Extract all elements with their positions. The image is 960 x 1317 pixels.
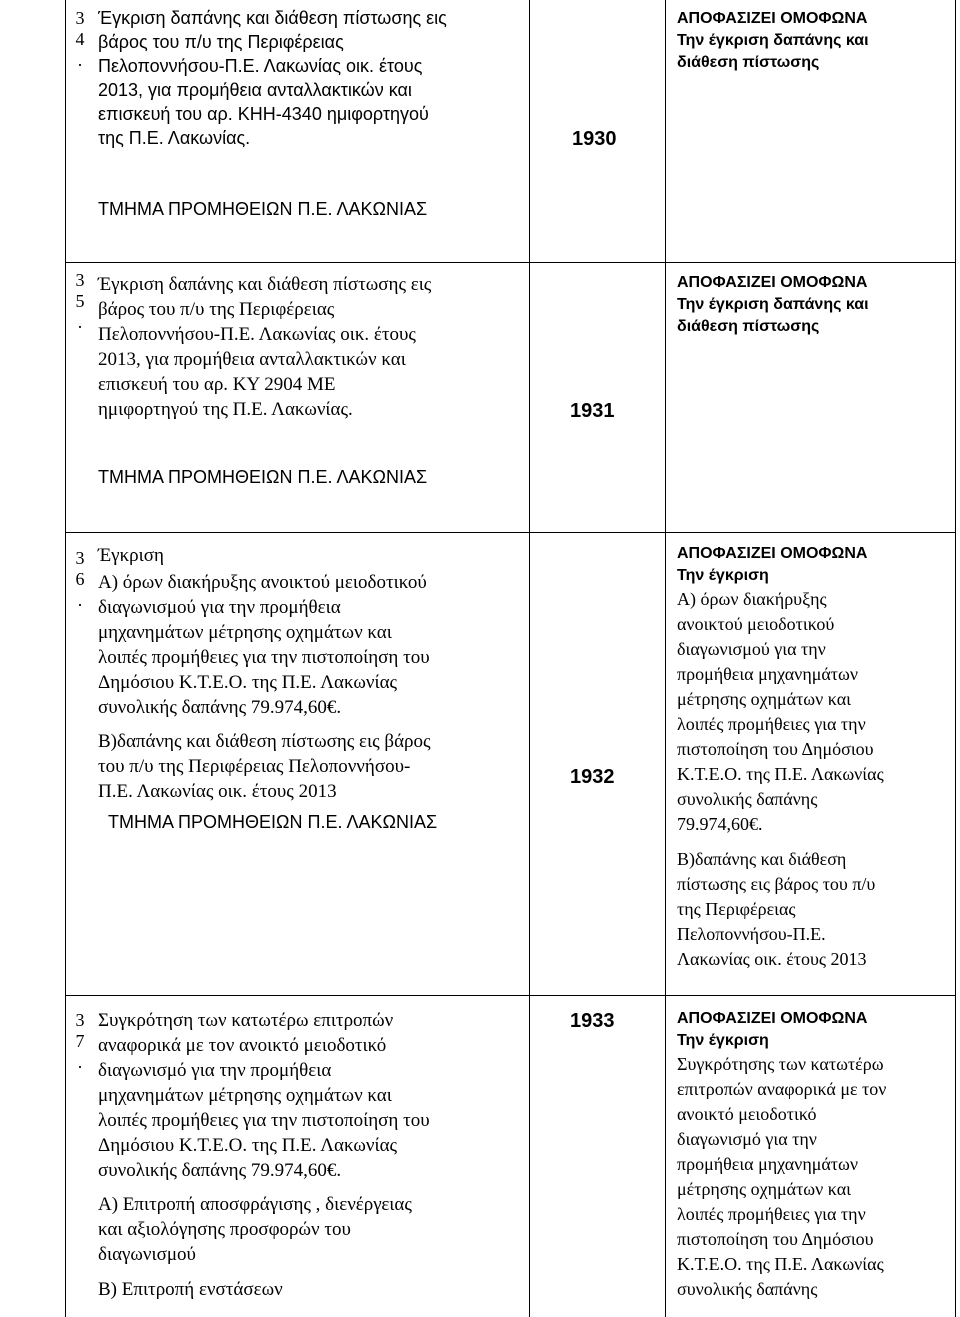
column-divider-description (529, 0, 530, 1317)
item-description: Συγκρότηση των κατωτέρω επιτροπών αναφορικά με τον ανοικτό μειοδοτικό διαγωνισμό για την προμήθεια μηχανημάτων μέτρησης οχημάτων και λοιπές προμήθειες για την πιστοποίηση του Δημόσιου Κ.Τ.Ε.Ο. της Π.Ε. Λακωνίας συνολικής δαπάνης 79.974,60€. Α) Επιτροπή αποσφράγισης , διενέργειας και αξιολόγησης προσφορών του διαγωνισμού Β) Επιτροπή ενστάσεων (98, 1010, 430, 1300)
department-label: ΤΜΗΜΑ ΠΡΟΜΗΘΕΙΩΝ Π.Ε. ΛΑΚΩΝΙΑΣ (98, 467, 428, 487)
decision-code: 1930 (572, 128, 617, 150)
item-description: Έγκριση δαπάνης και διάθεση πίστωσης εις βάρος του π/υ της Περιφέρειας Πελοποννήσου-Π.Ε. Λακωνίας οικ. έτους 2013, για προμήθεια ανταλλακτικών και επισκευή του αρ. ΚΥ 2904 ΜΕ ημιφορτηγού της Π.Ε. Λακωνίας. ΤΜΗΜΑ ΠΡΟΜΗΘΕΙΩΝ Π.Ε. ΛΑΚΩΝΙΑΣ (98, 272, 518, 490)
item-number: 3 7 . (75, 1010, 85, 1072)
table-border-right (955, 0, 956, 1317)
decision-text: ΑΠΟΦΑΣΙΖΕΙ ΟΜΟΦΩΝΑ Την έγκριση Συγκρότησης των κατωτέρω επιτροπών αναφορικά με τον ανοικτό μειοδοτικό διαγωνισμό για την προμήθεια μηχανημάτων μέτρησης οχημάτων και λοιπές προμήθειες για την πιστοποίηση του Δημόσιου Κ.Τ.Ε.Ο. της Π.Ε. Λακωνίας συνολικής δαπάνης (677, 1010, 887, 1299)
item-number: 3 5 . (75, 270, 85, 332)
item-description: Έγκριση Α) όρων διακήρυξης ανοικτού μειοδοτικού διαγωνισμού για την προμήθεια μηχανημάτων μέτρησης οχημάτων και λοιπές προμήθειες για την πιστοποίηση του Δημόσιου Κ.Τ.Ε.Ο. της Π.Ε. Λακωνίας συνολικής δαπάνης 79.974,60€. Β)δαπάνης και διάθεση πίστωσης εις βάρος του π/υ της Περιφέρειας Πελοποννήσου- Π.Ε. Λακωνίας οικ. έτους 2013 ΤΜΗΜΑ ΠΡΟΜΗΘΕΙΩΝ Π.Ε. ΛΑΚΩΝΙΑΣ (98, 543, 518, 835)
decision-code: 1931 (570, 400, 615, 422)
row-divider (65, 262, 956, 263)
department-label: ΤΜΗΜΑ ΠΡΟΜΗΘΕΙΩΝ Π.Ε. ΛΑΚΩΝΙΑΣ (108, 812, 438, 832)
decision-text: ΑΠΟΦΑΣΙΖΕΙ ΟΜΟΦΩΝΑ Την έγκριση Α) όρων διακήρυξης ανοικτού μειοδοτικού διαγωνισμού για την προμήθεια μηχανημάτων μέτρησης οχημάτων και λοιπές προμήθειες για την πιστοποίηση του Δημόσιου Κ.Τ.Ε.Ο. της Π.Ε. Λακωνίας συνολικής δαπάνης 79.974,60€. Β)δαπάνης και διάθεση πίστωσης εις βάρος του π/υ της Περιφέρειας Πελοποννήσου-Π.Ε. Λακωνίας οικ. έτους 2013 (677, 545, 884, 969)
row-divider (65, 532, 956, 533)
department-label: ΤΜΗΜΑ ΠΡΟΜΗΘΕΙΩΝ Π.Ε. ΛΑΚΩΝΙΑΣ (98, 199, 428, 219)
column-divider-code (665, 0, 666, 1317)
row-divider (65, 995, 956, 996)
table-border-left (65, 0, 66, 1317)
item-description: Έγκριση δαπάνης και διάθεση πίστωσης εις βάρος του π/υ της Περιφέρειας Πελοποννήσου-Π.Ε. Λακωνίας οικ. έτους 2013, για προμήθεια ανταλλακτικών και επισκευή του αρ. ΚΗΗ-4340 ημιφορτηγού της Π.Ε. Λακωνίας. ΤΜΗΜΑ ΠΡΟΜΗΘΕΙΩΝ Π.Ε. ΛΑΚΩΝΙΑΣ (98, 6, 518, 221)
item-number: 3 4 . (75, 8, 85, 70)
decision-code: 1933 (570, 1010, 615, 1032)
decision-code: 1932 (570, 766, 615, 788)
decision-text: ΑΠΟΦΑΣΙΖΕΙ ΟΜΟΦΩΝΑ Την έγκριση δαπάνης και διάθεση πίστωσης (677, 274, 869, 335)
decision-text: ΑΠΟΦΑΣΙΖΕΙ ΟΜΟΦΩΝΑ Την έγκριση δαπάνης και διάθεση πίστωσης (677, 10, 869, 71)
item-number: 3 6 . (75, 548, 85, 610)
